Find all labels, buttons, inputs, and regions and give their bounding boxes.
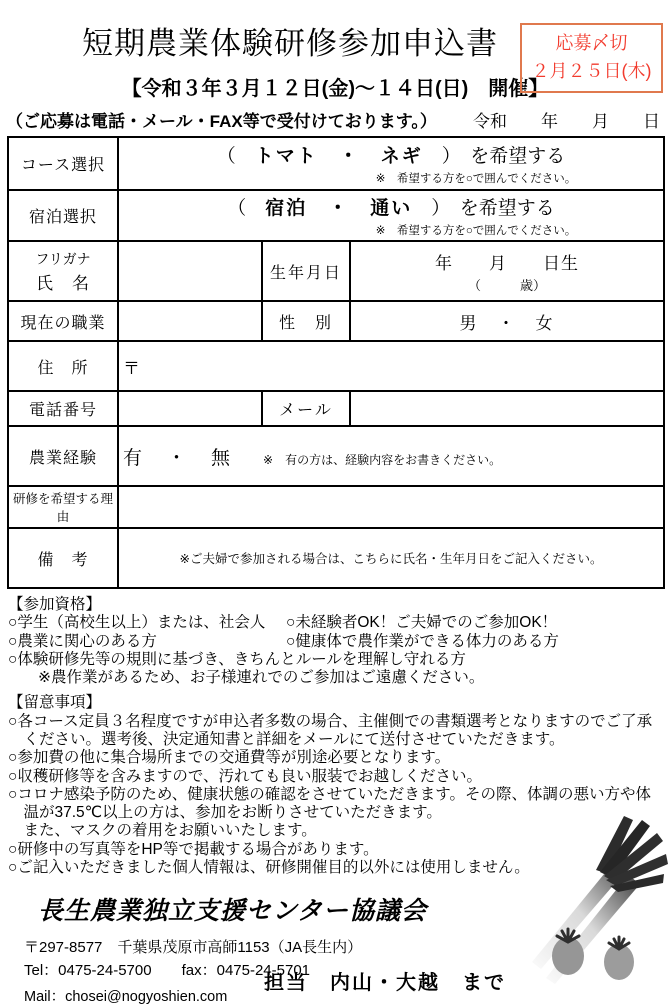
- stay-row: [8, 190, 664, 241]
- qualification-note: ※農作業があるため、お子様連れでのご参加はご遠慮ください。: [38, 669, 485, 687]
- stay-option-values: 宿泊 ・ 通い: [265, 198, 413, 219]
- birthdate-format: 年 月 日生: [435, 253, 579, 273]
- mail-input-cell: [350, 391, 664, 426]
- occupation-input-cell: [118, 301, 262, 341]
- course-options: [123, 141, 659, 168]
- reason-row: [8, 486, 664, 528]
- event-dates-subtitle: 【令和３年３月１２日(金)～１４日(日) 開催】: [121, 78, 549, 100]
- tel-fax: Tel：0475-24-5700 fax：0475-24-5701: [24, 961, 311, 979]
- course-circle-note: ※ 希望する方を○で囲んでください。: [375, 173, 577, 185]
- mail-label: メール: [262, 391, 350, 426]
- reason-label: 研修を希望する理由: [8, 486, 118, 528]
- phone-row: [8, 391, 664, 426]
- note-item: ○ご記入いただきました個人情報は、研修開催目的以外には使用しません。: [8, 858, 530, 876]
- address-label: 住 所: [8, 341, 118, 391]
- date-fill-in-blanks: 令和 年 月 日: [473, 112, 660, 131]
- note-item: ○研修中の写真等をHP等で掲載する場合があります。: [8, 840, 379, 858]
- qualification-item: ○未経験者OK！ご夫婦でのご参加OK！: [286, 614, 558, 632]
- birthdate-cell: [350, 241, 664, 301]
- name-row: [8, 241, 664, 301]
- course-option-values: トマト ・ ネギ: [254, 146, 423, 167]
- occupation-label: 現在の職業: [8, 301, 118, 341]
- deadline-label: 応募〆切: [555, 33, 628, 53]
- phone-label: 電話番号: [8, 391, 118, 426]
- name-label: [8, 241, 118, 301]
- farm-experience-note: ※ 有の方は、経験内容をお書きください。: [263, 452, 502, 467]
- paren-close: ）: [412, 198, 441, 219]
- note-item: ○参加費の他に集合場所までの交通費等が別途必要となります。: [8, 749, 451, 767]
- farm-experience-label: 農業経験: [8, 426, 118, 486]
- gender-label: 性 別: [262, 301, 350, 341]
- vegetables-illustration: [530, 812, 668, 980]
- notes-heading: 【留意事項】: [8, 694, 102, 712]
- application-form-table: [7, 136, 665, 589]
- note-item: ○収穫研修等を含みますので、汚れても良い服装でお越しください。: [8, 767, 483, 785]
- qualification-item: ○学生（高校生以上）または、社会人: [8, 614, 266, 632]
- postal-mark: 〒: [123, 358, 140, 378]
- stay-label: 宿泊選択: [8, 190, 118, 241]
- mail-address: Mail：chosei@nogyoshien.com: [24, 988, 228, 1005]
- paren-open: （: [216, 146, 255, 167]
- phone-input-cell: [118, 391, 262, 426]
- full-name-label: 氏 名: [36, 273, 90, 293]
- stay-circle-note: ※ 希望する方を○で囲んでください。: [375, 225, 577, 237]
- deadline-stamp: [520, 23, 663, 93]
- farm-experience-cell: [118, 426, 664, 486]
- paren-close: ）: [422, 146, 452, 167]
- course-suffix: を希望する: [451, 146, 566, 167]
- deadline-date: ２月２５日(木): [531, 60, 652, 81]
- address-input-cell: [118, 341, 664, 391]
- contact-person: 担当 内山・大越 まで: [264, 972, 506, 994]
- qualification-line: [8, 633, 670, 651]
- note-item: ○各コース定員３名程度ですが申込者多数の場合、主催側での書類選考となりますのでご了承ください。選考後、決定通知書と詳細をメールにて送付させていただきます。: [8, 712, 653, 748]
- paren-open: （: [227, 198, 266, 219]
- course-label: コース選択: [8, 137, 118, 190]
- remarks-row: [8, 528, 664, 588]
- remarks-label: 備 考: [8, 528, 118, 588]
- note-item: ○コロナ感染予防のため、健康状態の確認をさせていただきます。その際、体調の悪い方や体温が37.5℃以上の方は、参加をお断りさせていただきます。: [8, 785, 652, 822]
- reason-input-cell: [118, 486, 664, 528]
- page-title: 短期農業体験研修参加申込書: [82, 26, 498, 61]
- postal-address: 〒297-8577 千葉県茂原市高師1153（JA長生内）: [24, 939, 363, 957]
- name-input-cell: [118, 241, 262, 301]
- birthdate-label: 生年月日: [262, 241, 350, 301]
- qualifications-section: [8, 596, 670, 687]
- application-form-page: [0, 18, 670, 1005]
- farm-experience-options: 有 ・ 無: [123, 447, 234, 469]
- qualification-line: [8, 614, 670, 632]
- note-item-continued: また、マスクの着用をお願いいたします。: [23, 822, 317, 840]
- stay-options: [123, 193, 659, 220]
- qualification-item: ○健康体で農作業ができる体力のある方: [286, 632, 559, 650]
- organization-name: 長生農業独立支援センター協議会: [38, 897, 428, 926]
- application-note-line: [6, 107, 660, 132]
- application-methods-note: （ご応募は電話・メール・FAX等で受付けております。）: [6, 112, 437, 131]
- remarks-cell: ※ご夫婦で参加される場合は、こちらに氏名・生年月日をご記入ください。: [118, 528, 664, 588]
- course-row: [8, 137, 664, 190]
- furigana-label: フリガナ: [35, 250, 91, 267]
- occupation-row: [8, 301, 664, 341]
- gender-options: 男 ・ 女: [350, 301, 664, 341]
- age-blank: （ 歳）: [468, 277, 547, 293]
- qualification-item: ○体験研修先等の規則に基づき、きちんとルールを理解し守れる方: [8, 650, 466, 668]
- course-choice-cell: [118, 137, 664, 190]
- qualification-item: ○農業に関心のある方: [8, 632, 157, 650]
- farm-experience-row: [8, 426, 664, 486]
- stay-suffix: を希望する: [440, 198, 555, 219]
- qualifications-heading: 【参加資格】: [8, 596, 102, 613]
- address-row: [8, 341, 664, 391]
- stay-choice-cell: [118, 190, 664, 241]
